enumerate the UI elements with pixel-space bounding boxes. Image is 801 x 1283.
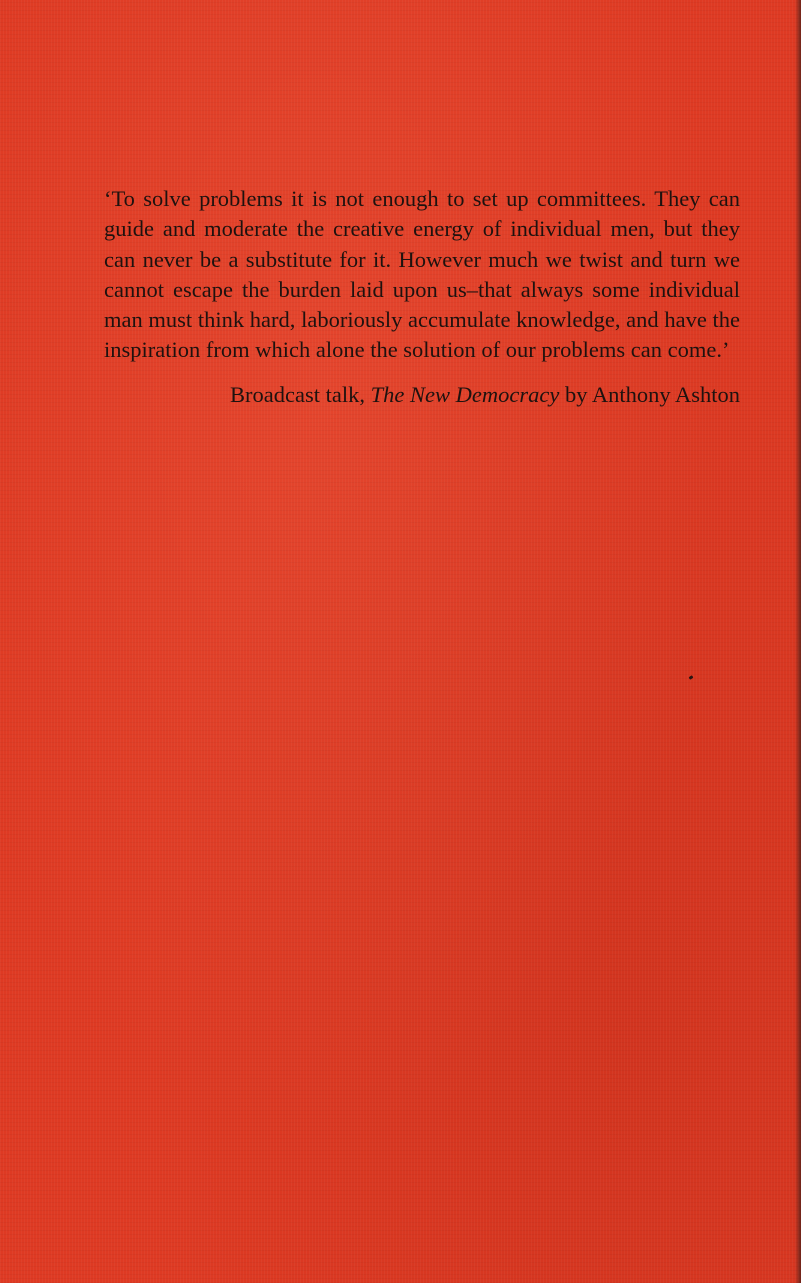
attribution-suffix: by Anthony Ashton (559, 382, 740, 407)
paper-speck (689, 675, 694, 680)
attribution (104, 380, 740, 410)
page-edge-shadow (795, 0, 801, 1283)
quote-text: ‘To solve problems it is not enough to set up committees. They can guide and moderate the creative energy of individual men, but they can never be a substitute for it. However much we twist and turn we cannot escape the burden laid upon us–that always some individual man must think hard, laboriously accumulate knowledge, and have the inspiration from which alone the solution of our problems can come.’ (104, 186, 740, 363)
attribution-prefix: Broadcast talk, (230, 382, 371, 407)
attribution-title: The New Democracy (370, 382, 560, 407)
